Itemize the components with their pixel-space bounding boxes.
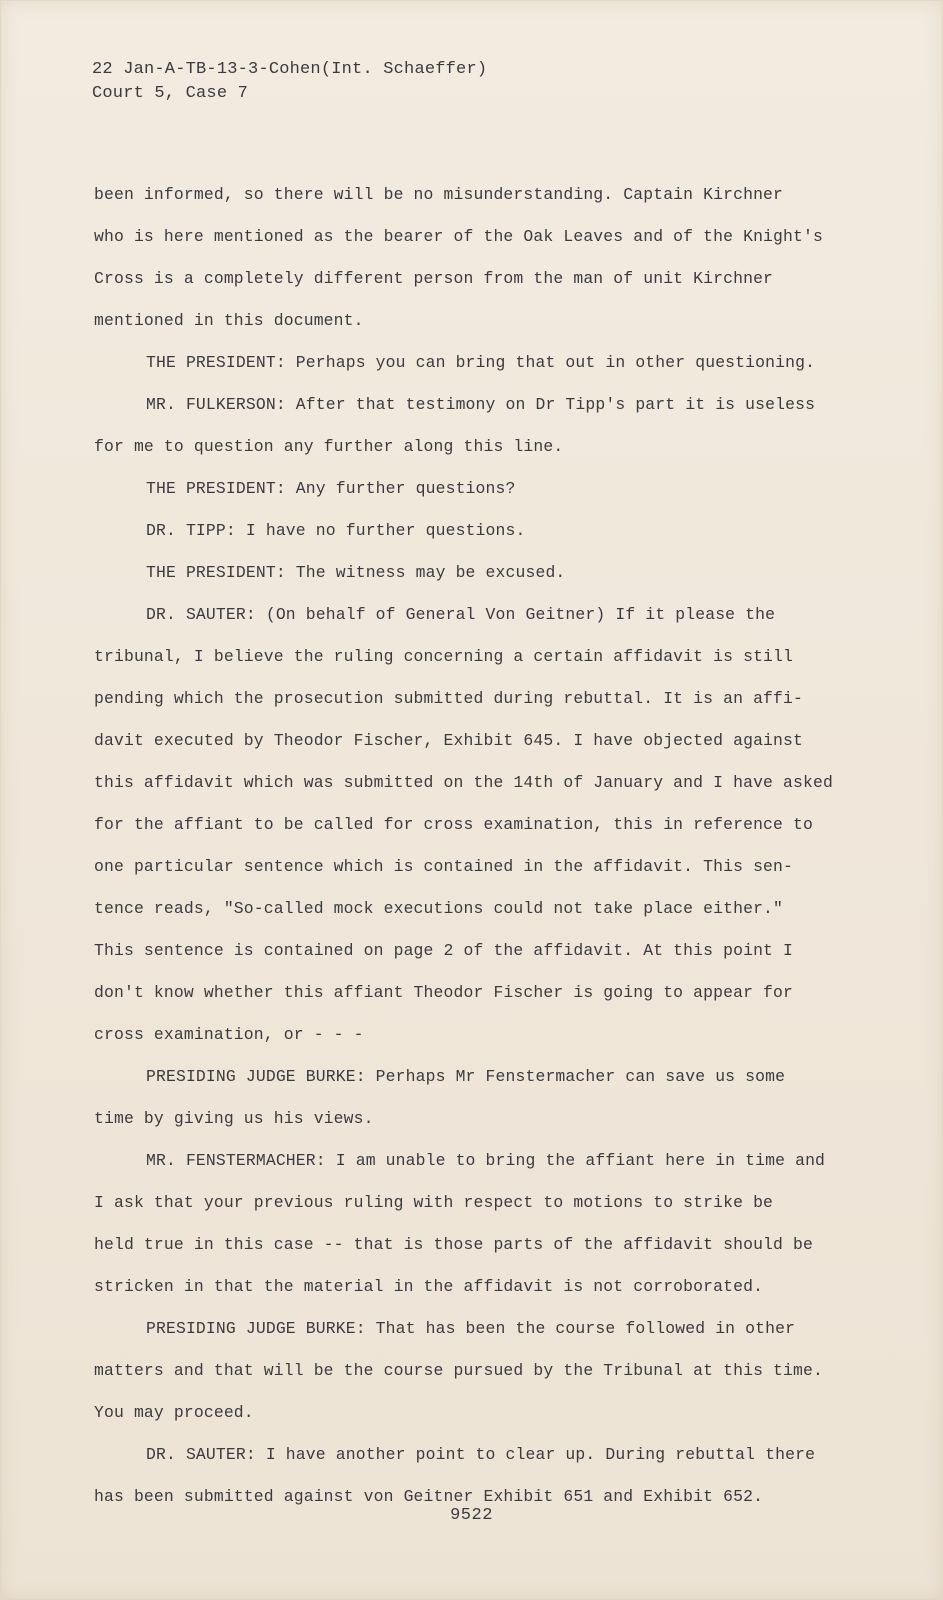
- transcript-line: this affidavit which was submitted on the 14th of January and I have asked: [94, 773, 833, 792]
- transcript-line: stricken in that the material in the affidavit is not corroborated.: [94, 1277, 764, 1296]
- transcript-line: PRESIDING JUDGE BURKE: Perhaps Mr Fenstermacher can save us some: [146, 1067, 786, 1086]
- transcript-line: cross examination, or - - -: [94, 1025, 364, 1044]
- transcript-line: don't know whether this affiant Theodor Fischer is going to appear for: [94, 983, 794, 1002]
- header-line-2: Court 5, Case 7: [92, 84, 249, 103]
- transcript-line: one particular sentence which is contained in the affidavit. This sen-: [94, 857, 794, 876]
- transcript-line: MR. FULKERSON: After that testimony on Dr Tipp's part it is useless: [146, 395, 816, 414]
- transcript-line: This sentence is contained on page 2 of the affidavit. At this point I: [94, 941, 794, 960]
- transcript-line: tence reads, "So-called mock executions could not take place either.": [94, 899, 784, 918]
- transcript-line: for me to question any further along this line.: [94, 437, 564, 456]
- transcript-line: DR. SAUTER: I have another point to clear up. During rebuttal there: [146, 1445, 816, 1464]
- transcript-line: held true in this case -- that is those parts of the affidavit should be: [94, 1235, 813, 1254]
- page-number: 9522: [450, 1506, 493, 1525]
- transcript-line: PRESIDING JUDGE BURKE: That has been the course followed in other: [146, 1319, 796, 1338]
- transcript-line: tribunal, I believe the ruling concerning a certain affidavit is still: [94, 647, 794, 666]
- transcript-line: You may proceed.: [94, 1403, 254, 1422]
- transcript-body: [94, 174, 864, 1518]
- transcript-line: MR. FENSTERMACHER: I am unable to bring the affiant here in time and: [146, 1151, 826, 1170]
- transcript-line: davit executed by Theodor Fischer, Exhibit 645. I have objected against: [94, 731, 804, 750]
- transcript-line: been informed, so there will be no misunderstanding. Captain Kirchner: [94, 185, 784, 204]
- transcript-line: THE PRESIDENT: Any further questions?: [146, 479, 516, 498]
- transcript-line: for the affiant to be called for cross examination, this in reference to: [94, 815, 813, 834]
- transcript-line: mentioned in this document.: [94, 311, 364, 330]
- transcript-line: DR. TIPP: I have no further questions.: [146, 521, 526, 540]
- transcript-line: Cross is a completely different person from the man of unit Kirchner: [94, 269, 774, 288]
- document-header: [92, 58, 487, 106]
- transcript-line: THE PRESIDENT: The witness may be excused.: [146, 563, 566, 582]
- transcript-line: DR. SAUTER: (On behalf of General Von Geitner) If it please the: [146, 605, 776, 624]
- transcript-line: I ask that your previous ruling with respect to motions to strike be: [94, 1193, 774, 1212]
- transcript-line: time by giving us his views.: [94, 1109, 374, 1128]
- transcript-line: has been submitted against von Geitner Exhibit 651 and Exhibit 652.: [94, 1487, 764, 1506]
- transcript-line: who is here mentioned as the bearer of the Oak Leaves and of the Knight's: [94, 227, 823, 246]
- transcript-line: pending which the prosecution submitted during rebuttal. It is an affi-: [94, 689, 804, 708]
- header-line-1: 22 Jan-A-TB-13-3-Cohen(Int. Schaeffer): [92, 60, 488, 79]
- transcript-line: matters and that will be the course pursued by the Tribunal at this time.: [94, 1361, 823, 1380]
- transcript-line: THE PRESIDENT: Perhaps you can bring that out in other questioning.: [146, 353, 816, 372]
